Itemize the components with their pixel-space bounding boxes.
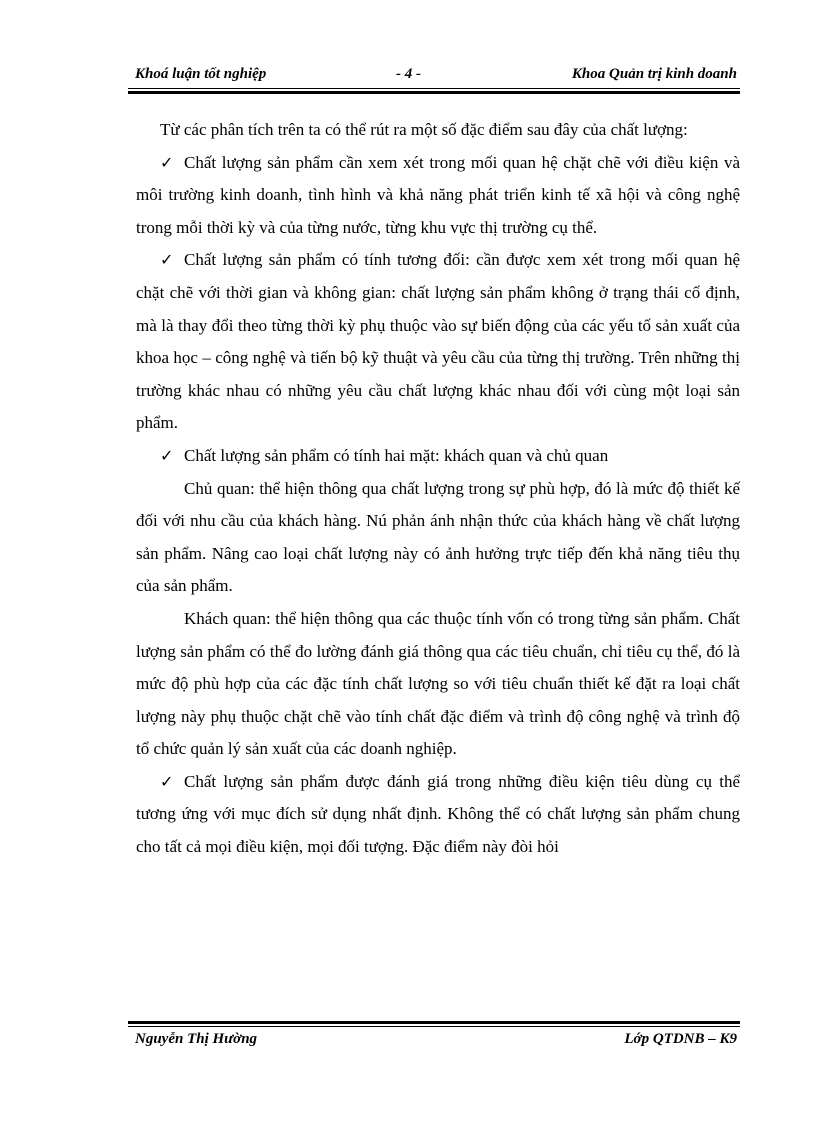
subjective-paragraph: Chủ quan: thể hiện thông qua chất lượng trong sự phù hợp, đó là mức độ thiết kế đối với nhu cầu của khách hàng. Nú phản ánh nhận thức của khách hàng về chất lượng sản phẩm. Nâng cao loại chất lượng này có ảnh hưởng trực tiếp đến khả năng tiêu thụ của sản phẩm.: [136, 478, 740, 596]
page-footer: [128, 1029, 740, 1053]
header-faculty-label: Khoa Quản trị kinh doanh: [571, 66, 737, 82]
bullet-text-4: Chất lượng sản phẩm được đánh giá trong những điều kiện tiêu dùng cụ thể tương ứng với mục đích sử dụng nhất định. Không thể có chất lượng sản phẩm chung cho tất cả mọi điều kiện, mọi đối tượng. Đặc điểm này đòi hỏi: [136, 771, 740, 857]
bullet-text-2: Chất lượng sản phẩm có tính tương đối: cần được xem xét trong mối quan hệ chặt chẽ với thời gian và không gian: chất lượng sản phẩm không ở trạng thái cố định, mà là thay đổi theo từng thời kỳ phụ thuộc vào sự biến động của các yếu tố sản xuất của khoa học – công nghệ và tiến bộ kỹ thuật và yêu cầu của từng thị trường. Trên những thị trường khác nhau có những yêu cầu chất lượng khác nhau đối với cùng một loại sản phẩm.: [136, 250, 740, 433]
bullet-paragraph-4: [136, 766, 740, 864]
footer-rule-thick: [128, 1021, 740, 1024]
bullet-text-1: Chất lượng sản phẩm cần xem xét trong mối quan hệ chặt chẽ với điều kiện và môi trường kinh doanh, tình hình và khả năng phát triển kinh tế xã hội và công nghệ trong mỗi thời kỳ và của từng nước, từng khu vực thị trường cụ thể.: [136, 152, 740, 237]
checkmark-icon: ✓: [160, 445, 174, 465]
header-thesis-label: Khoá luận tốt nghiệp: [135, 66, 267, 82]
bullet-text-3: Chất lượng sản phẩm có tính hai mặt: khách quan và chủ quan: [184, 445, 609, 465]
header-rule-thin: [128, 88, 740, 89]
intro-paragraph: Từ các phân tích trên ta có thể rút ra một số đặc điểm sau đây của chất lượng:: [160, 120, 688, 139]
footer-author: Nguyễn Thị Hường: [135, 1031, 258, 1047]
page-header: [128, 62, 740, 86]
header-rule-thick: [128, 91, 740, 94]
bullet-paragraph-1: [136, 147, 740, 245]
document-body: [136, 114, 740, 864]
footer-rule-thin: [128, 1026, 740, 1027]
page-number: - 4 -: [396, 66, 421, 82]
checkmark-icon: ✓: [160, 152, 174, 172]
bullet-paragraph-3: [136, 440, 740, 473]
objective-paragraph: Khách quan: thể hiện thông qua các thuộc tính vốn có trong từng sản phẩm. Chất lượng sản phẩm có thể đo lường đánh giá thông qua các tiêu chuẩn, chỉ tiêu cụ thể, đó là mức độ phù hợp của các đặc tính chất lượng so với tiêu chuẩn thiết kế đặt ra loại chất lượng này phụ thuộc chặt chẽ vào tính chất đặc điểm và trình độ công nghệ và trình độ tổ chức quản lý sản xuất của các doanh nghiệp.: [136, 608, 740, 759]
checkmark-icon: ✓: [160, 771, 174, 791]
checkmark-icon: ✓: [160, 250, 174, 270]
bullet-paragraph-2: [136, 244, 740, 440]
footer-class: Lớp QTDNB – K9: [624, 1031, 737, 1047]
